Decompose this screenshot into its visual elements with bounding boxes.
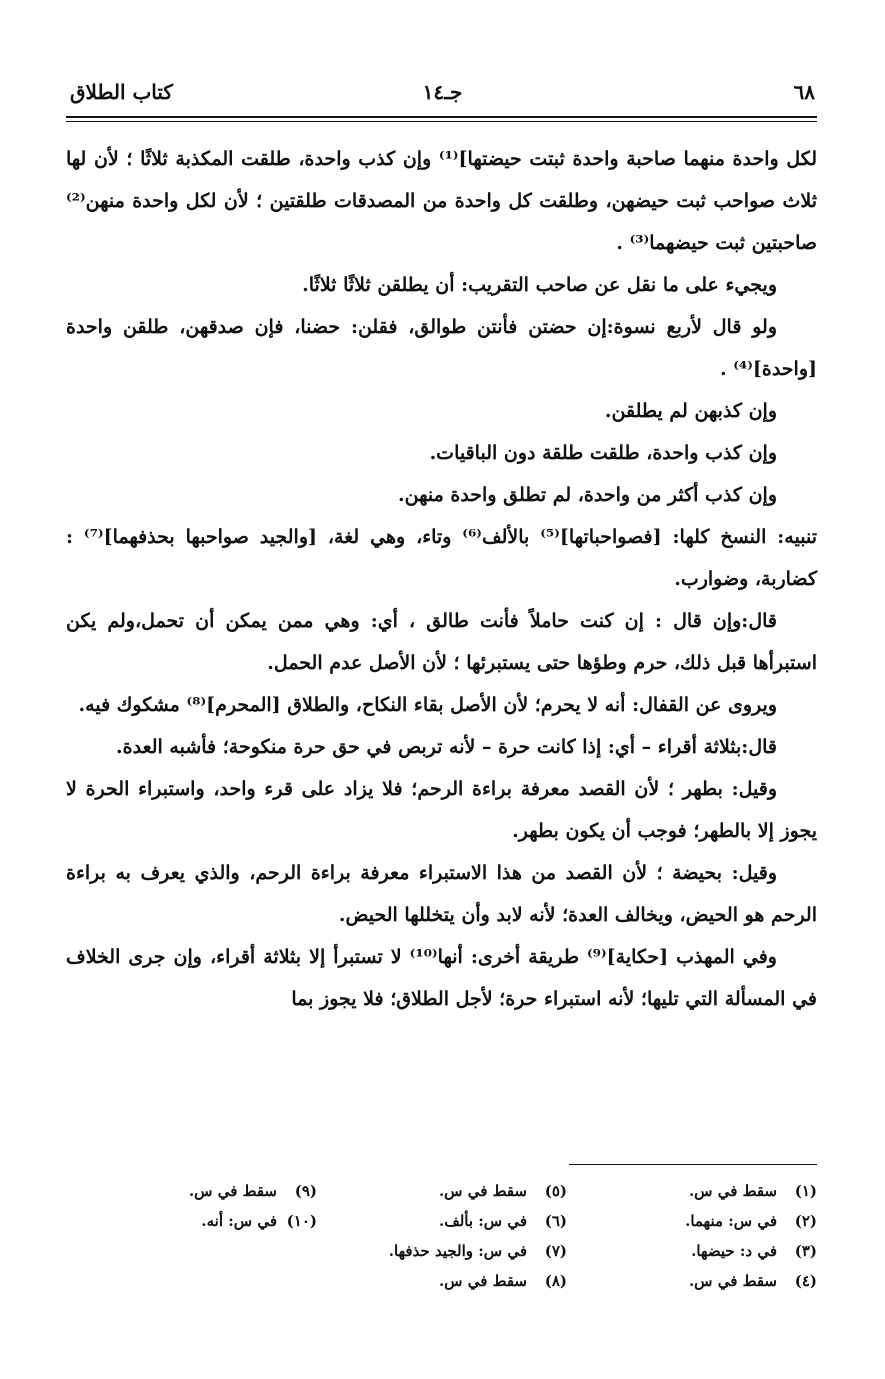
footnote-text: في س: والجيد حذفها. <box>388 1242 527 1260</box>
footnote-text: سقط في س. <box>438 1182 527 1200</box>
footnote <box>87 1206 317 1236</box>
footnote <box>337 1206 567 1236</box>
footnote-column-3 <box>87 1176 317 1236</box>
footnote-text: سقط في س. <box>188 1182 277 1200</box>
footnote <box>337 1176 567 1206</box>
header-rule <box>66 116 817 118</box>
footnote-text: في س: منهما. <box>685 1212 777 1230</box>
footnote-text: في س: بألف. <box>438 1212 527 1230</box>
footnote-number: (٦) <box>544 1212 567 1230</box>
footnote-number: (٣) <box>794 1242 817 1260</box>
paragraph: وفي المهذب [حكاية]⁽⁹⁾ طريقة أخرى: أنها⁽¹⁰⁾ لا تستبرأ إلا بثلاثة أقراء، وإن جرى الخلاف في المسألة التي تليها؛ لأنه استبراء حرة؛ لأجل الطلاق؛ فلا يجوز بما <box>66 946 817 1010</box>
paragraph: تنبيه: النسخ كلها: [فصواحباتها]⁽⁵⁾ بالألف⁽⁶⁾ وتاء، وهي لغة، [والجيد صواحبها بحذفهما]⁽⁷⁾ : كضاربة، وضوارب. <box>66 526 817 590</box>
paragraph: ويجيء على ما نقل عن صاحب التقريب: أن يطلقن ثلاثًا ثلاثًا. <box>302 274 777 296</box>
paragraph: قال:بثلاثة أقراء – أي: إذا كانت حرة – لأنه تربص في حق حرة منكوحة؛ فأشبه العدة. <box>116 736 777 758</box>
footnote <box>337 1266 567 1296</box>
footnote-text: في د: حيضها. <box>691 1242 777 1260</box>
paragraph: وقيل: بحيضة ؛ لأن القصد من هذا الاستبراء معرفة براءة الرحم، والذي يعرف به براءة الرحم هو الحيض، ويخالف العدة؛ لأنه لابد وأن يتخللها الحيض. <box>66 862 817 926</box>
footnote-number: (٨) <box>544 1272 567 1290</box>
footnote-rule <box>569 1164 817 1165</box>
page-number: ٦٨ <box>793 80 815 104</box>
footnote <box>87 1176 317 1206</box>
footnote-column-1 <box>587 1176 817 1296</box>
paragraph: وإن كذب أكثر من واحدة، لم تطلق واحدة منهن. <box>398 484 777 506</box>
header-rule-thin <box>66 121 817 122</box>
footnote-number: (١٠) <box>286 1212 317 1230</box>
footnote <box>337 1236 567 1266</box>
main-text <box>66 138 817 1020</box>
paragraph: قال:وإن قال : إن كنت حاملاً فأنت طالق ، أي: وهي ممن يمكن أن تحمل،ولم يكن استبرأها قبل ذلك، حرم وطؤها حتى يستبرئها ؛ لأن الأصل عدم الحمل. <box>66 610 817 674</box>
page-header <box>70 72 815 112</box>
footnote <box>587 1266 817 1296</box>
paragraph: ولو قال لأربع نسوة:إن حضتن فأنتن طوالق، فقلن: حضنا، فإن صدقهن، طلقن واحدة [واحدة]⁽⁴⁾ . <box>66 316 817 380</box>
book-title: كتاب الطلاق <box>70 80 173 104</box>
paragraph: وقيل: بطهر ؛ لأن القصد معرفة براءة الرحم؛ فلا يزاد على قرء واحد، واستبراء الحرة لا يجوز إلا بالطهر؛ فوجب أن يكون بطهر. <box>66 778 817 842</box>
footnote <box>587 1236 817 1266</box>
footnote-column-2 <box>337 1176 567 1296</box>
paragraph: وإن كذبهن لم يطلقن. <box>604 400 777 422</box>
footnote-text: سقط في س. <box>438 1272 527 1290</box>
footnote-number: (٥) <box>544 1182 567 1200</box>
footnote-number: (٤) <box>794 1272 817 1290</box>
footnote-number: (٩) <box>294 1182 317 1200</box>
footnote-text: سقط في س. <box>688 1182 777 1200</box>
paragraph: لكل واحدة منهما صاحبة واحدة ثبتت حيضتها]⁽¹⁾ وإن كذب واحدة، طلقت المكذبة ثلاثًا ؛ لأن لها ثلاث صواحب ثبت حيضهن، وطلقت كل واحدة من المصدقات طلقتين ؛ لأن لكل واحدة منهن⁽²⁾ صاحبتين ثبت حيضهما⁽³⁾ . <box>66 148 817 254</box>
footnotes <box>140 1176 817 1316</box>
paragraph: ويروى عن القفال: أنه لا يحرم؛ لأن الأصل بقاء النكاح، والطلاق [المحرم]⁽⁸⁾ مشكوك فيه. <box>78 694 777 716</box>
footnote-number: (٢) <box>794 1212 817 1230</box>
footnote <box>587 1206 817 1236</box>
footnote-text: في س: أنه. <box>201 1212 277 1230</box>
footnote-text: سقط في س. <box>688 1272 777 1290</box>
footnote-number: (٧) <box>544 1242 567 1260</box>
footnote <box>587 1176 817 1206</box>
paragraph: وإن كذب واحدة، طلقت طلقة دون الباقيات. <box>429 442 777 464</box>
volume-label: جـ١٤ <box>422 80 463 104</box>
footnote-number: (١) <box>794 1182 817 1200</box>
